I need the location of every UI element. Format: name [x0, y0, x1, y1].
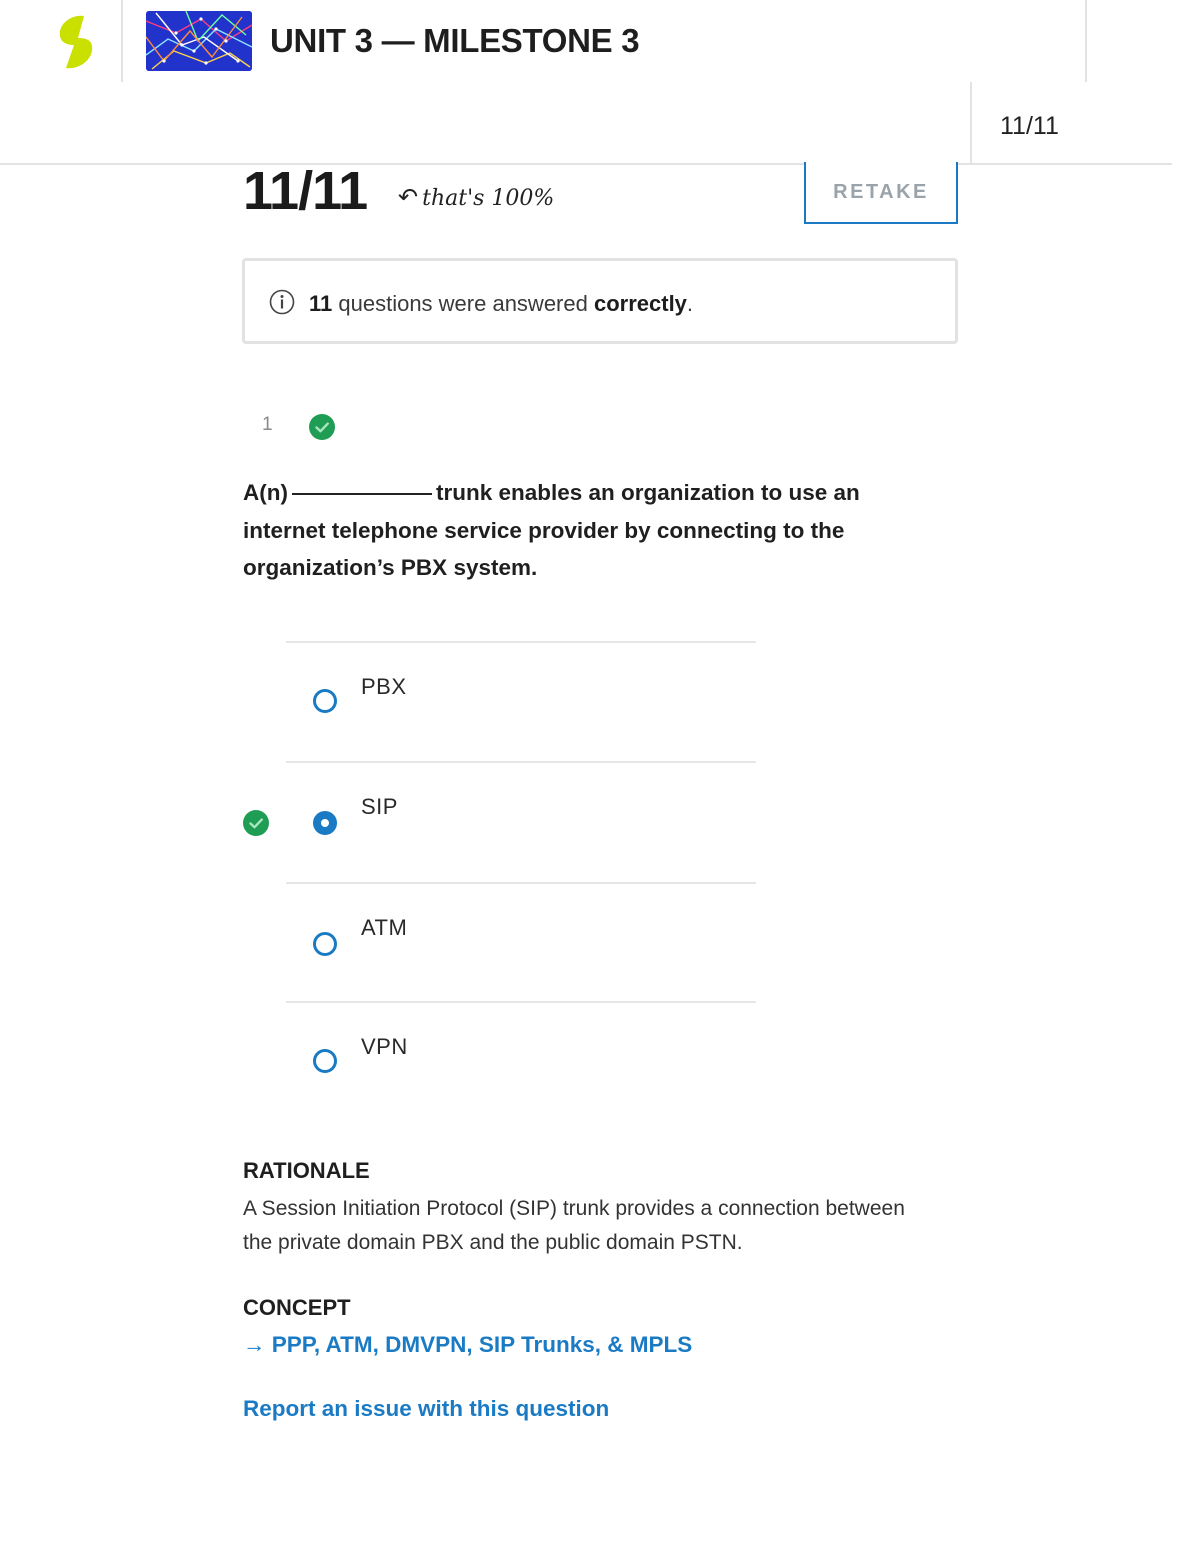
- header-bottom-rule: [0, 163, 1172, 165]
- score-note-text: that's 100%: [422, 186, 555, 211]
- summary-box: [242, 258, 958, 344]
- curved-arrow-left-icon: ↶: [398, 183, 419, 211]
- summary-emphasis: correctly: [593, 291, 687, 316]
- retake-button[interactable]: RETAKE: [804, 162, 958, 224]
- correct-check-icon: [309, 414, 335, 440]
- summary-count: 11: [309, 291, 333, 316]
- question-number: 1: [262, 414, 273, 435]
- score-note: [398, 183, 554, 211]
- concept-heading: CONCEPT: [243, 1295, 351, 1320]
- option-label: SIP: [361, 794, 398, 819]
- radio-button[interactable]: [313, 1049, 337, 1073]
- radio-button[interactable]: [313, 932, 337, 956]
- score-tab-divider: [970, 82, 972, 165]
- summary-end: .: [686, 291, 694, 316]
- option-label: PBX: [361, 674, 407, 699]
- question-blank: [292, 493, 432, 495]
- score-value: 11/11: [243, 161, 368, 221]
- answer-option-pbx[interactable]: [286, 643, 756, 761]
- unit-title: UNIT 3 — MILESTONE 3: [270, 22, 640, 59]
- radio-button[interactable]: [313, 689, 337, 713]
- answer-option-sip[interactable]: [286, 763, 756, 881]
- header-divider-right: [1085, 0, 1087, 82]
- answer-option-vpn[interactable]: [286, 1003, 756, 1121]
- top-header: [0, 0, 1200, 165]
- question-text: [243, 474, 903, 587]
- correct-answer-check-icon: [243, 810, 269, 836]
- header-divider: [121, 0, 123, 82]
- concept-link[interactable]: → PPP, ATM, DMVPN, SIP Trunks, & MPLS: [243, 1332, 693, 1357]
- rationale-heading: RATIONALE: [243, 1158, 370, 1183]
- summary-text: [309, 291, 693, 317]
- unit-thumbnail: [146, 11, 252, 71]
- option-label: ATM: [361, 915, 408, 940]
- sophia-logo-icon[interactable]: [52, 14, 100, 70]
- question-text-after: trunk enables an organization to use an internet telephone service provider by connecting to the organization’s PBX system.: [243, 480, 860, 580]
- answer-option-atm[interactable]: [286, 884, 756, 1002]
- rationale-text: A Session Initiation Protocol (SIP) trunk provides a connection between the private domain PBX and the public domain PSTN.: [243, 1197, 905, 1254]
- score-tab[interactable]: 11/11: [1000, 112, 1059, 140]
- question-text-before: A(n): [243, 480, 288, 505]
- radio-button-selected[interactable]: [313, 811, 337, 835]
- summary-middle: questions were answered: [332, 291, 594, 316]
- option-label: VPN: [361, 1034, 408, 1059]
- info-icon: [269, 289, 295, 315]
- report-issue-link[interactable]: Report an issue with this question: [243, 1396, 610, 1421]
